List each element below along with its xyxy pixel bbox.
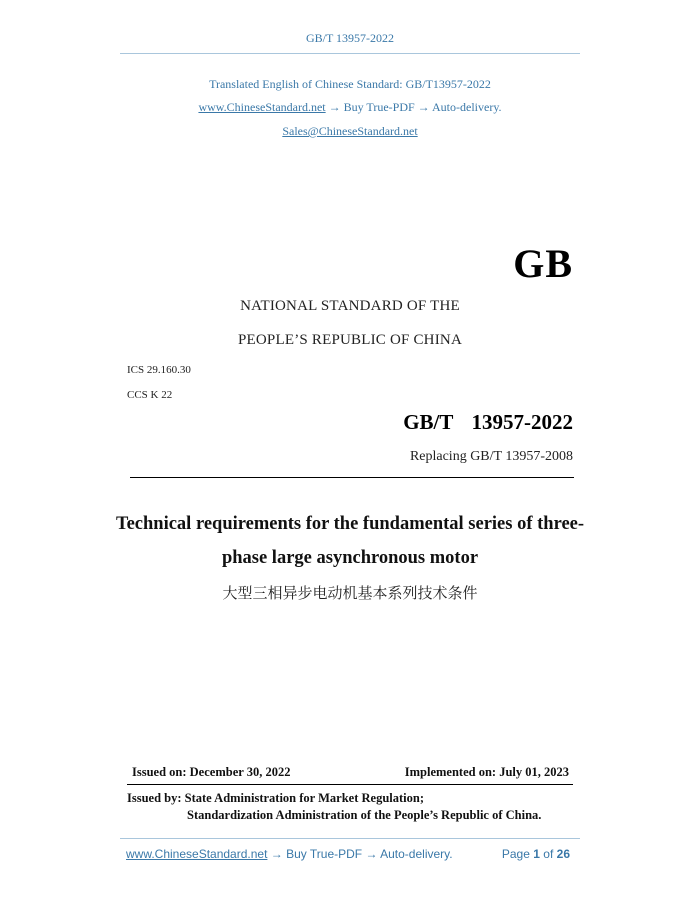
promo-email-link[interactable]: Sales@ChineseStandard.net <box>282 124 418 138</box>
implemented-on-date: Implemented on: July 01, 2023 <box>404 765 569 779</box>
page-word: Page <box>501 847 530 861</box>
promo-site-link[interactable]: www.ChineseStandard.net <box>198 100 326 114</box>
promo-buy-text: → Buy True-PDF → Auto-delivery. <box>328 100 502 114</box>
of-word: of <box>543 847 554 861</box>
footer-site-link[interactable]: www.ChineseStandard.net <box>126 847 268 861</box>
page-indicator <box>502 847 570 861</box>
promo-line-translation: Translated English of Chinese Standard: GB/T13957-2022 <box>209 77 491 91</box>
issued-by-line2: Standardization Administration of the People’s Republic of China. <box>187 808 542 822</box>
footer-divider <box>120 838 580 839</box>
replacing-standard: Replacing GB/T 13957-2008 <box>409 449 573 464</box>
standard-number: GB/T 13957-2022 <box>403 410 573 434</box>
national-standard-line1: NATIONAL STANDARD OF THE <box>240 298 460 314</box>
page-current: 1 <box>533 847 540 861</box>
issued-on-date: Issued on: December 30, 2022 <box>132 765 291 779</box>
promo-email-line <box>0 124 700 139</box>
gb-logo: GB <box>513 241 573 286</box>
national-standard-line2: PEOPLE’S REPUBLIC OF CHINA <box>238 332 462 348</box>
document-title-chinese: 大型三相异步电动机基本系列技术条件 <box>222 584 478 602</box>
document-title-line2: phase large asynchronous motor <box>221 548 479 568</box>
issue-divider <box>127 784 573 785</box>
running-header: GB/T 13957-2022 <box>305 31 395 45</box>
promo-line-buy <box>0 100 700 115</box>
document-title-line1: Technical requirements for the fundamental series of three- <box>115 514 585 534</box>
issued-by-line1: Issued by: State Administration for Market Regulation; <box>127 791 424 805</box>
title-divider <box>130 477 574 478</box>
footer-buy-text: → Buy True-PDF → Auto-delivery. <box>270 847 453 861</box>
footer-promo <box>126 847 453 861</box>
header-divider <box>120 53 580 54</box>
page-total: 26 <box>556 847 570 861</box>
ics-code: ICS 29.160.30 <box>127 364 191 376</box>
ccs-code: CCS K 22 <box>127 389 173 401</box>
